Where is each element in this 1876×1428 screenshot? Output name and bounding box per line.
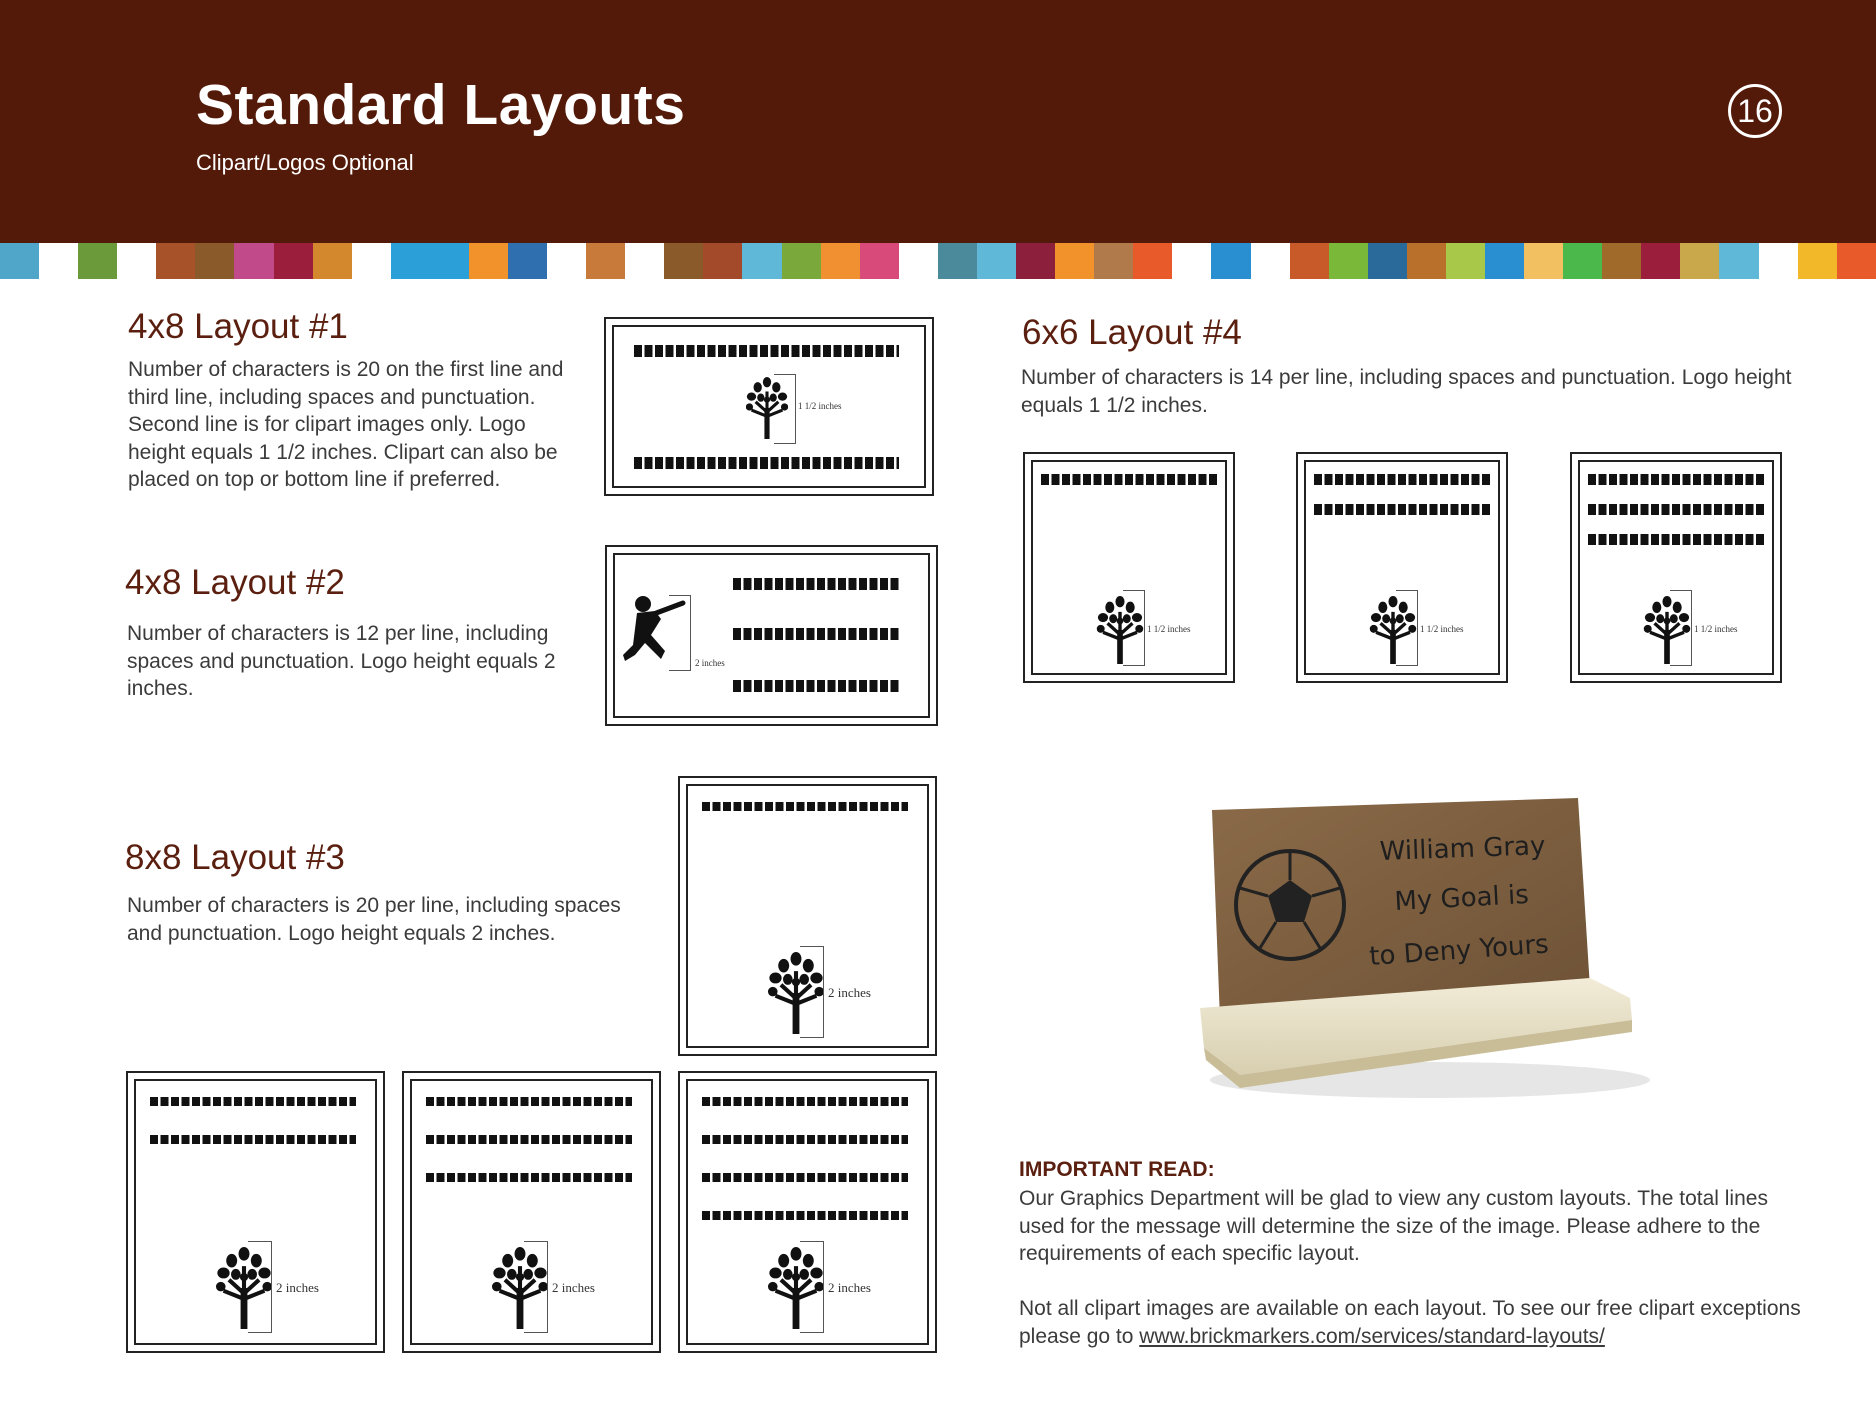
strip-segment bbox=[899, 243, 938, 279]
strip-segment bbox=[742, 243, 781, 279]
strip-segment bbox=[1055, 243, 1094, 279]
text-line-3 bbox=[634, 457, 899, 469]
strip-segment bbox=[1407, 243, 1446, 279]
strip-segment bbox=[860, 243, 899, 279]
strip-segment bbox=[703, 243, 742, 279]
strip-segment bbox=[1368, 243, 1407, 279]
photo-line-3: to Deny Yours bbox=[1368, 929, 1550, 972]
strip-segment bbox=[547, 243, 586, 279]
dimension-label: 2 inches bbox=[552, 1280, 595, 1295]
strip-segment bbox=[1641, 243, 1680, 279]
strip-segment bbox=[1329, 243, 1368, 279]
strip-segment bbox=[430, 243, 469, 279]
layout1-description: Number of characters is 20 on the first line and third line, including spaces and punctuation. Second line is for clipart images only. Logo height equals 1 1/2 inches. Clipart can also be placed on top or bottom line if preferred. bbox=[128, 358, 564, 491]
text-line-2 bbox=[733, 628, 899, 640]
layout3-plaque-4line bbox=[678, 1071, 937, 1353]
text-line-1 bbox=[634, 345, 899, 357]
strip-segment bbox=[821, 243, 860, 279]
strip-segment bbox=[1563, 243, 1602, 279]
dimension-label: 2 inches bbox=[276, 1280, 319, 1295]
strip-segment bbox=[469, 243, 508, 279]
strip-segment bbox=[352, 243, 391, 279]
text-line-1 bbox=[702, 802, 908, 811]
strip-segment bbox=[1602, 243, 1641, 279]
dimension-label: 2 inches bbox=[695, 658, 725, 668]
strip-segment bbox=[664, 243, 703, 279]
clipart-note bbox=[1019, 1295, 1819, 1350]
dimension-bracket bbox=[774, 374, 796, 444]
strip-segment bbox=[39, 243, 78, 279]
strip-segment bbox=[1094, 243, 1133, 279]
layout4-title: 6x6 Layout #4 bbox=[1022, 313, 1242, 352]
dimension-label: 1 1/2 inches bbox=[1420, 624, 1464, 634]
strip-segment bbox=[1837, 243, 1876, 279]
layout2-plaque bbox=[605, 545, 938, 726]
strip-segment bbox=[1446, 243, 1485, 279]
strip-segment bbox=[938, 243, 977, 279]
color-strip bbox=[0, 243, 1876, 279]
layout4-plaque-3line bbox=[1570, 452, 1782, 683]
dimension-label: 2 inches bbox=[828, 985, 871, 1000]
layouts-link[interactable]: www.brickmarkers.com/services/standard-layouts/ bbox=[1139, 1324, 1605, 1348]
text-line-1 bbox=[733, 578, 899, 590]
strip-segment bbox=[117, 243, 156, 279]
layout2-description: Number of characters is 12 per line, including spaces and punctuation. Logo height equals 2 inches. bbox=[127, 622, 556, 700]
strip-segment bbox=[234, 243, 273, 279]
important-text: Our Graphics Department will be glad to view any custom layouts. The total lines used for the message will determine the size of the image. Please adhere to the requirements of each specific layout. bbox=[1019, 1187, 1768, 1265]
layout3-title: 8x8 Layout #3 bbox=[125, 838, 345, 877]
dimension-label: 1 1/2 inches bbox=[1694, 624, 1738, 634]
strip-segment bbox=[1680, 243, 1719, 279]
strip-segment bbox=[78, 243, 117, 279]
layout3-plaque-3line bbox=[402, 1071, 661, 1353]
sample-brick-photo bbox=[1190, 780, 1660, 1110]
clipart-note-text: Not all clipart images are available on each layout. To see our free clipart exceptions please go to bbox=[1019, 1297, 1801, 1348]
photo-line-1: William Gray bbox=[1379, 831, 1546, 867]
strip-segment bbox=[977, 243, 1016, 279]
strip-segment bbox=[1485, 243, 1524, 279]
strip-segment bbox=[625, 243, 664, 279]
strip-segment bbox=[1759, 243, 1798, 279]
strip-segment bbox=[1133, 243, 1172, 279]
page-title: Standard Layouts bbox=[196, 73, 686, 137]
page-subtitle: Clipart/Logos Optional bbox=[196, 150, 414, 175]
layout1-plaque bbox=[604, 317, 934, 496]
layout1-title: 4x8 Layout #1 bbox=[128, 307, 348, 346]
strip-segment bbox=[156, 243, 195, 279]
strip-segment bbox=[1251, 243, 1290, 279]
strip-segment bbox=[1211, 243, 1250, 279]
strip-segment bbox=[274, 243, 313, 279]
strip-segment bbox=[1290, 243, 1329, 279]
strip-segment bbox=[0, 243, 39, 279]
text-line-3 bbox=[733, 680, 899, 692]
layout3-plaque-1line bbox=[678, 776, 937, 1056]
strip-segment bbox=[1524, 243, 1563, 279]
strip-segment bbox=[195, 243, 234, 279]
page-number-badge: 16 bbox=[1728, 84, 1782, 138]
strip-segment bbox=[1016, 243, 1055, 279]
strip-segment bbox=[313, 243, 352, 279]
dimension-label: 1 1/2 inches bbox=[798, 401, 842, 411]
layout3-description: Number of characters is 20 per line, including spaces and punctuation. Logo height equals 2 inches. bbox=[127, 894, 621, 945]
strip-segment bbox=[782, 243, 821, 279]
dimension-label: 1 1/2 inches bbox=[1147, 624, 1191, 634]
dimension-bracket bbox=[800, 946, 824, 1038]
page-header bbox=[0, 0, 1876, 243]
strip-segment bbox=[586, 243, 625, 279]
dimension-label: 2 inches bbox=[828, 1280, 871, 1295]
layout4-plaque-2line bbox=[1296, 452, 1508, 683]
layout4-plaque-1line bbox=[1023, 452, 1235, 683]
layout3-plaque-2line bbox=[126, 1071, 385, 1353]
layout4-description: Number of characters is 14 per line, including spaces and punctuation. Logo height equals 1 1/2 inches. bbox=[1021, 366, 1792, 417]
strip-segment bbox=[1172, 243, 1211, 279]
layout2-title: 4x8 Layout #2 bbox=[125, 563, 345, 602]
strip-segment bbox=[1798, 243, 1837, 279]
strip-segment bbox=[391, 243, 430, 279]
photo-line-2: My Goal is bbox=[1393, 880, 1530, 917]
dimension-bracket bbox=[669, 595, 691, 671]
strip-segment bbox=[1719, 243, 1758, 279]
strip-segment bbox=[508, 243, 547, 279]
important-heading: IMPORTANT READ: bbox=[1019, 1158, 1215, 1181]
